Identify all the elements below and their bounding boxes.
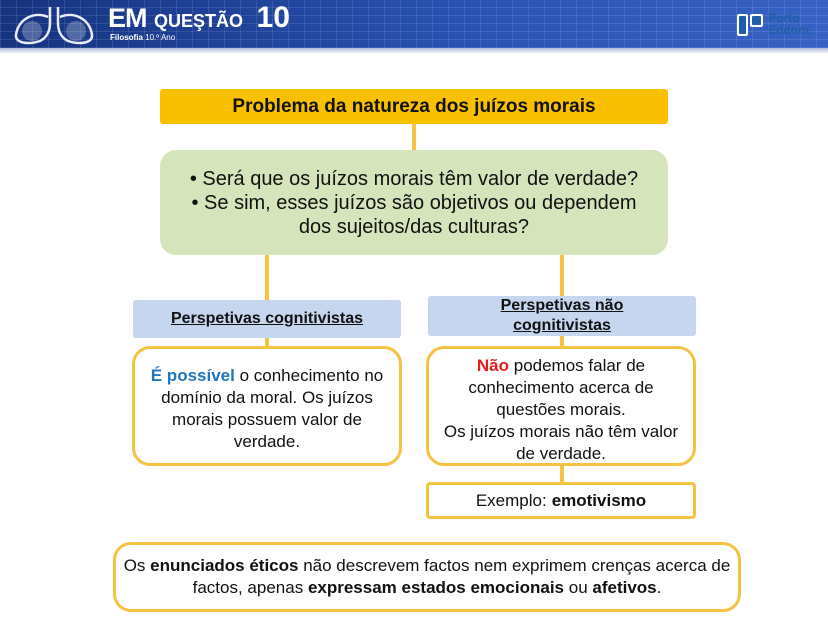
problem-questions-box [160, 150, 668, 255]
question-line: dos sujeitos/das culturas? [298, 216, 530, 238]
header-banner [0, 0, 828, 48]
question-line: • Será que os juízos morais têm valor de verdade? [189, 168, 639, 190]
connector-left-heading-box [265, 338, 269, 346]
cognitivist-heading-label: Perspetivas cognitivistas [170, 310, 364, 327]
connector-right-box-example [560, 466, 564, 482]
non-cognitivist-description-box [426, 346, 696, 466]
cognitivist-highlight: É possível [150, 366, 235, 385]
connector-question-right [560, 255, 564, 296]
explanation-bold: enunciados éticos [150, 556, 299, 575]
brand-year: 10.º Ano [145, 33, 176, 42]
question-line: • Se sim, esses juízos são objetivos ou dependem [191, 192, 637, 214]
example-label: Exemplo: [475, 490, 547, 510]
diagram-title: Problema da natureza dos juízos morais [160, 89, 668, 124]
brand-logo [108, 3, 290, 33]
explanation-text: Os [123, 556, 151, 575]
cognitivist-heading [133, 300, 401, 338]
brand-subject: Filosofia [110, 33, 143, 42]
connector-question-left [265, 255, 269, 300]
non-cognitivist-description: podemos falar de conhecimento acerca de questões morais. [468, 356, 654, 419]
cognitivist-description: o conhecimento no domínio da moral. Os juízos morais possuem valor de verdade. [161, 366, 384, 451]
publisher-name: Porto Editora [768, 11, 810, 37]
connector-title-question [412, 124, 416, 150]
banner-shadow [0, 48, 828, 54]
brand-number: 10 [256, 1, 290, 34]
example-box [426, 482, 696, 519]
explanation-bold: expressam estados emocionais [307, 578, 565, 597]
connector-right-heading-box [560, 336, 564, 346]
example-value: emotivismo [551, 490, 647, 510]
explanation-text: . [656, 578, 662, 597]
brand-questao: QUEŞTÃO [154, 11, 244, 31]
emotivism-explanation-box [113, 542, 741, 612]
cognitivist-description-box [132, 346, 402, 466]
non-cognitivist-heading [428, 296, 696, 336]
non-cognitivist-heading-label: Perspetivas não cognitivistas [500, 297, 624, 334]
explanation-text: ou [564, 578, 593, 597]
brand-em: EM [108, 3, 147, 33]
non-cognitivist-conclusion: Os juízos morais não têm valor de verdade. [443, 422, 679, 463]
lungs-logo-icon [10, 3, 98, 45]
brand-subtitle [110, 33, 175, 43]
explanation-text: não descrevem factos nem exprimem crenças acerca de factos, apenas [192, 556, 731, 597]
porto-editora-icon [736, 13, 764, 37]
explanation-bold: afetivos [592, 578, 657, 597]
non-cognitivist-highlight: Não [476, 356, 510, 375]
